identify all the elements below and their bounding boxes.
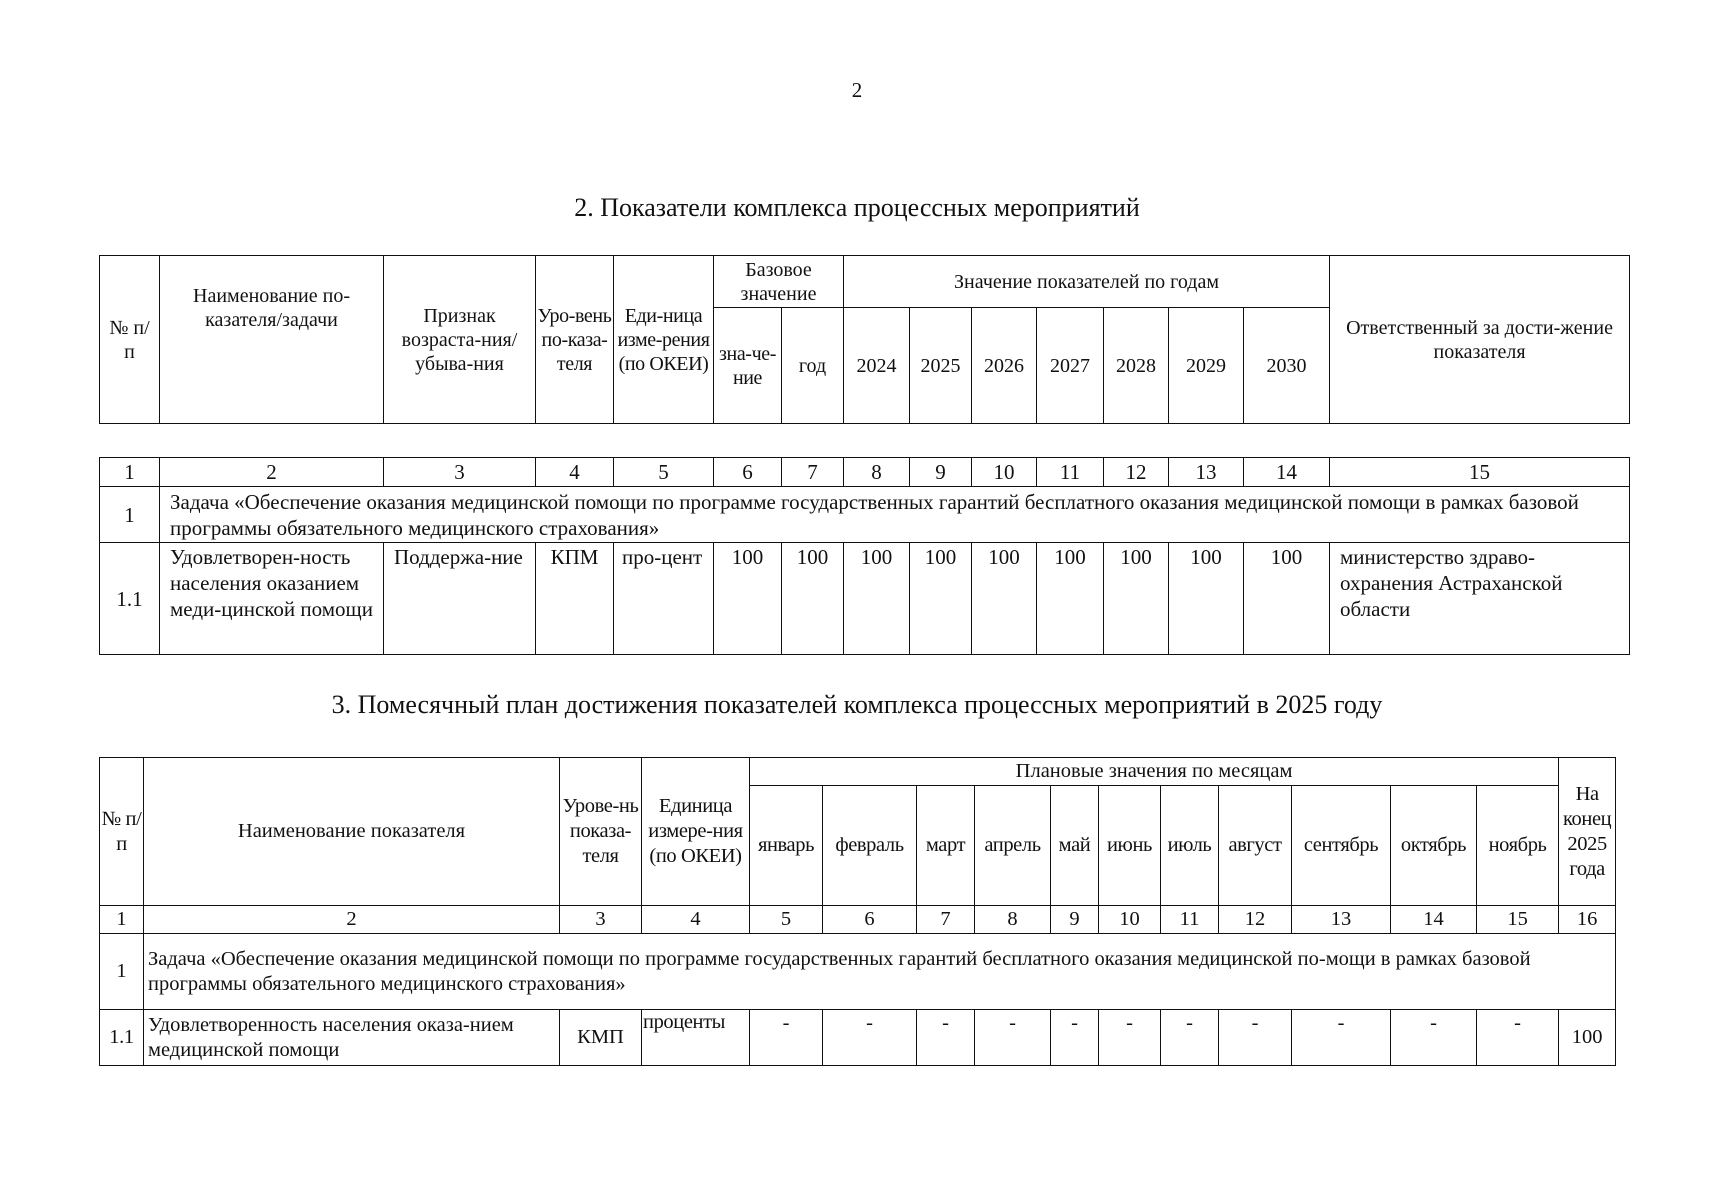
col-month-header: апрель	[975, 786, 1051, 906]
col-base-year-header: год	[782, 308, 844, 424]
col-month-header: январь	[750, 786, 823, 906]
col-name-header: Наименование показателя	[144, 758, 560, 906]
column-numbers-row	[100, 906, 1616, 934]
column-number: 5	[614, 458, 714, 487]
column-number: 8	[975, 906, 1051, 934]
end-value: 100	[1559, 1010, 1616, 1066]
col-months-group-header: Плановые значения по месяцам	[750, 758, 1559, 786]
indicator-value: 100	[1169, 543, 1244, 655]
col-month-header: февраль	[823, 786, 917, 906]
indicator-unit: проценты	[642, 1010, 750, 1066]
col-year-header: 2025	[910, 308, 972, 424]
month-value: -	[917, 1010, 975, 1066]
indicator-row	[100, 543, 1630, 655]
col-unit-header: Еди-ница изме-рения (по ОКЕИ)	[614, 256, 714, 424]
column-number: 7	[782, 458, 844, 487]
column-number: 13	[1292, 906, 1391, 934]
month-value: -	[1391, 1010, 1477, 1066]
month-value: -	[1161, 1010, 1219, 1066]
column-number: 3	[560, 906, 642, 934]
column-number: 6	[823, 906, 917, 934]
column-number: 8	[844, 458, 910, 487]
column-number: 7	[917, 906, 975, 934]
col-month-header: август	[1219, 786, 1292, 906]
column-number: 15	[1330, 458, 1630, 487]
indicator-num: 1.1	[100, 1010, 144, 1066]
column-number: 14	[1244, 458, 1330, 487]
indicator-sign: Поддержа-ние	[384, 543, 536, 655]
monthly-plan-table	[99, 757, 1616, 1066]
indicator-level: КМП	[560, 1010, 642, 1066]
col-year-header: 2027	[1037, 308, 1104, 424]
column-number: 1	[100, 906, 144, 934]
col-year-header: 2026	[972, 308, 1037, 424]
col-month-header: июль	[1161, 786, 1219, 906]
col-base-header: Базовое значение	[714, 256, 844, 308]
col-month-header: март	[917, 786, 975, 906]
col-year-header: 2028	[1104, 308, 1169, 424]
task-text: Задача «Обеспечение оказания медицинской помощи по программе государственных гарантий бесплатного оказания медицинской по-мощи в рамках базовой программы обязательного медицинского страхования»	[144, 934, 1616, 1010]
month-value: -	[1477, 1010, 1559, 1066]
task-row	[100, 487, 1630, 543]
col-sign-header: Признак возраста-ния/убыва-ния	[384, 256, 536, 424]
column-number: 3	[384, 458, 536, 487]
col-year-header: 2030	[1244, 308, 1330, 424]
month-value: -	[1051, 1010, 1099, 1066]
col-name-header: Наименование по-казателя/задачи	[160, 256, 384, 424]
column-number: 1	[100, 458, 160, 487]
column-number: 6	[714, 458, 782, 487]
indicator-value: 100	[1037, 543, 1104, 655]
column-number: 11	[1037, 458, 1104, 487]
indicator-value: 100	[1104, 543, 1169, 655]
indicator-name: Удовлетворен-ность населения оказанием меди-цинской помощи	[160, 543, 384, 655]
column-number: 13	[1169, 458, 1244, 487]
indicator-name: Удовлетворенность населения оказа-нием медицинской помощи	[144, 1010, 560, 1066]
month-value: -	[1292, 1010, 1391, 1066]
col-level-header: Уро-вень по-каза-теля	[536, 256, 614, 424]
col-month-header: сентябрь	[1292, 786, 1391, 906]
page-number: 2	[851, 78, 863, 102]
column-number: 2	[144, 906, 560, 934]
column-number: 2	[160, 458, 384, 487]
task-row	[100, 934, 1616, 1010]
col-month-header: май	[1051, 786, 1099, 906]
indicator-value: 100	[972, 543, 1037, 655]
month-value: -	[750, 1010, 823, 1066]
month-value: -	[823, 1010, 917, 1066]
column-number: 9	[910, 458, 972, 487]
indicator-base-year: 100	[782, 543, 844, 655]
column-number: 10	[972, 458, 1037, 487]
month-value: -	[1099, 1010, 1161, 1066]
column-numbers-row	[100, 458, 1630, 487]
task-num: 1	[100, 934, 144, 1010]
col-num-header: № п/п	[100, 256, 160, 424]
column-number: 11	[1161, 906, 1219, 934]
column-number: 4	[536, 458, 614, 487]
indicator-value: 100	[1244, 543, 1330, 655]
col-unit-header: Единица измере-ния (по ОКЕИ)	[642, 758, 750, 906]
col-base-value-header: зна-че-ние	[714, 308, 782, 424]
section-3-title: 3. Помесячный план достижения показателей комплекса процессных мероприятий в 2025 году	[331, 690, 1383, 719]
col-level-header: Урове-нь показа-теля	[560, 758, 642, 906]
column-number: 9	[1051, 906, 1099, 934]
indicator-num: 1.1	[100, 543, 160, 655]
column-number: 4	[642, 906, 750, 934]
indicator-base-value: 100	[714, 543, 782, 655]
column-number: 15	[1477, 906, 1559, 934]
indicator-responsible: министерство здраво-охранения Астраханской области	[1330, 543, 1630, 655]
month-value: -	[975, 1010, 1051, 1066]
col-year-header: 2024	[844, 308, 910, 424]
indicator-value: 100	[910, 543, 972, 655]
indicator-value: 100	[844, 543, 910, 655]
indicators-table	[99, 457, 1630, 655]
column-number: 5	[750, 906, 823, 934]
indicator-level: КПМ	[536, 543, 614, 655]
column-number: 16	[1559, 906, 1616, 934]
column-number: 12	[1219, 906, 1292, 934]
indicator-row	[100, 1010, 1616, 1066]
indicators-header-table	[99, 255, 1630, 424]
col-year-header: 2029	[1169, 308, 1244, 424]
column-number: 12	[1104, 458, 1169, 487]
month-value: -	[1219, 1010, 1292, 1066]
indicator-unit: про-цент	[614, 543, 714, 655]
col-years-group-header: Значение показателей по годам	[844, 256, 1330, 308]
section-2-title: 2. Показатели комплекса процессных мероприятий	[574, 193, 1140, 222]
column-number: 10	[1099, 906, 1161, 934]
col-month-header: октябрь	[1391, 786, 1477, 906]
col-month-header: июнь	[1099, 786, 1161, 906]
col-end-header: На конец 2025 года	[1559, 758, 1616, 906]
col-responsible-header: Ответственный за дости-жение показателя	[1330, 256, 1630, 424]
column-number: 14	[1391, 906, 1477, 934]
col-month-header: ноябрь	[1477, 786, 1559, 906]
task-text: Задача «Обеспечение оказания медицинской помощи по программе государственных гарантий бесплатного оказания медицинской помощи в рамках базовой программы обязательного медицинского страхования»	[160, 487, 1630, 543]
col-num-header: № п/п	[100, 758, 144, 906]
task-num: 1	[100, 487, 160, 543]
